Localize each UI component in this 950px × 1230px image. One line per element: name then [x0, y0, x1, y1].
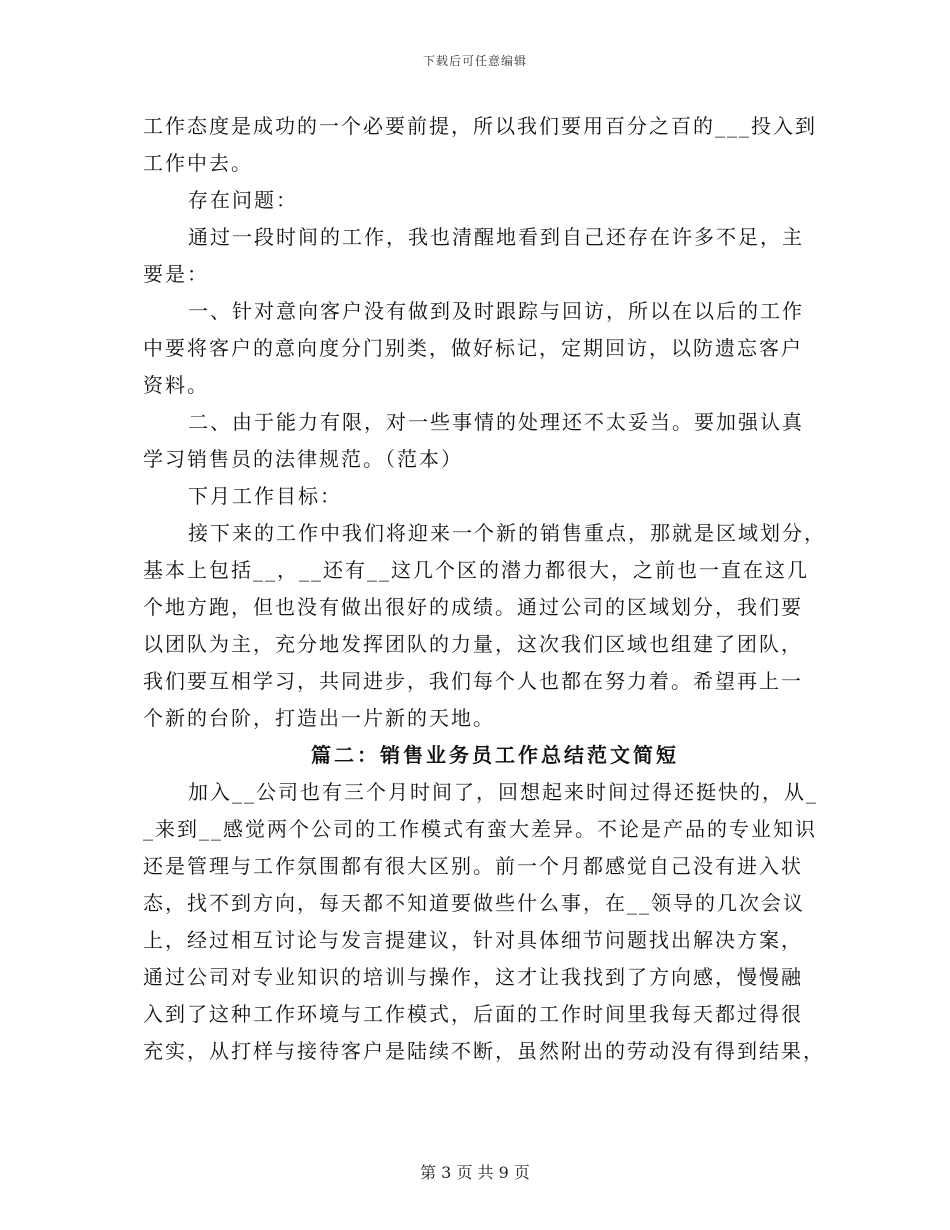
text-line: 通过一段时间的工作，我也清醒地看到自己还存在许多不足，主 [188, 225, 804, 249]
section-paragraphs [143, 774, 825, 1070]
text-line: 个地方跑，但也没有做出很好的成绩。通过公司的区域划分，我们要 [143, 595, 803, 619]
text-line: 资料。 [143, 373, 209, 397]
text-line: 充实，从打样与接待客户是陆续不断，虽然附出的劳动没有得到结果， [143, 1039, 825, 1063]
text-line: _来到__感觉两个公司的工作模式有蛮大差异。不论是产品的专业知识 [143, 817, 817, 841]
text-line: 中要将客户的意向度分门别类，做好标记，定期回访，以防遗忘客户 [143, 336, 803, 360]
text-line: 以团队为主，充分地发挥团队的力量，这次我们区域也组建了团队， [143, 632, 803, 656]
section-title: 篇二：销售业务员工作总结范文简短 [311, 743, 679, 767]
text-line: 态，找不到方向，每天都不知道要做些什么事，在__领导的几次会议 [143, 891, 805, 915]
text-line: 二、由于能力有限，对一些事情的处理还不太妥当。要加强认真 [188, 410, 804, 434]
page-number: 第 3 页 共 9 页 [420, 1163, 530, 1182]
text-line: 通过公司对专业知识的培训与操作，这才让我找到了方向感，慢慢融 [143, 965, 803, 989]
text-line: 加入__公司也有三个月时间了，回想起来时间过得还挺快的，从_ [188, 780, 818, 804]
text-line: 我们要互相学习，共同进步，我们每个人也都在努力着。希望再上一 [143, 669, 803, 693]
text-line: 入到了这种工作环境与工作模式，后面的工作时间里我每天都过得很 [143, 1002, 803, 1026]
body-paragraphs [143, 108, 826, 737]
text-line: 个新的台阶，打造出一片新的天地。 [143, 706, 495, 730]
text-line: 工作态度是成功的一个必要前提，所以我们要用百分之百的___投入到 [143, 114, 817, 138]
text-line: 存在问题： [188, 188, 298, 212]
document-body [143, 108, 826, 1070]
text-line: 一、针对意向客户没有做到及时跟踪与回访，所以在以后的工作 [188, 299, 804, 323]
text-line: 接下来的工作中我们将迎来一个新的销售重点，那就是区域划分， [188, 521, 826, 545]
text-line: 基本上包括__，__还有__这几个区的潜力都很大，之前也一直在这几 [143, 558, 809, 582]
text-line: 学习销售员的法律规范。（范本） [143, 447, 463, 471]
text-line: 要是： [143, 262, 209, 286]
page-header: 下载后可任意编辑 [422, 54, 527, 68]
text-line: 工作中去。 [143, 151, 253, 175]
text-line: 还是管理与工作氛围都有很大区别。前一个月都感觉自己没有进入状 [143, 854, 803, 878]
text-line: 下月工作目标： [188, 484, 342, 508]
text-line: 上，经过相互讨论与发言提建议，针对具体细节问题找出解决方案， [143, 928, 803, 952]
